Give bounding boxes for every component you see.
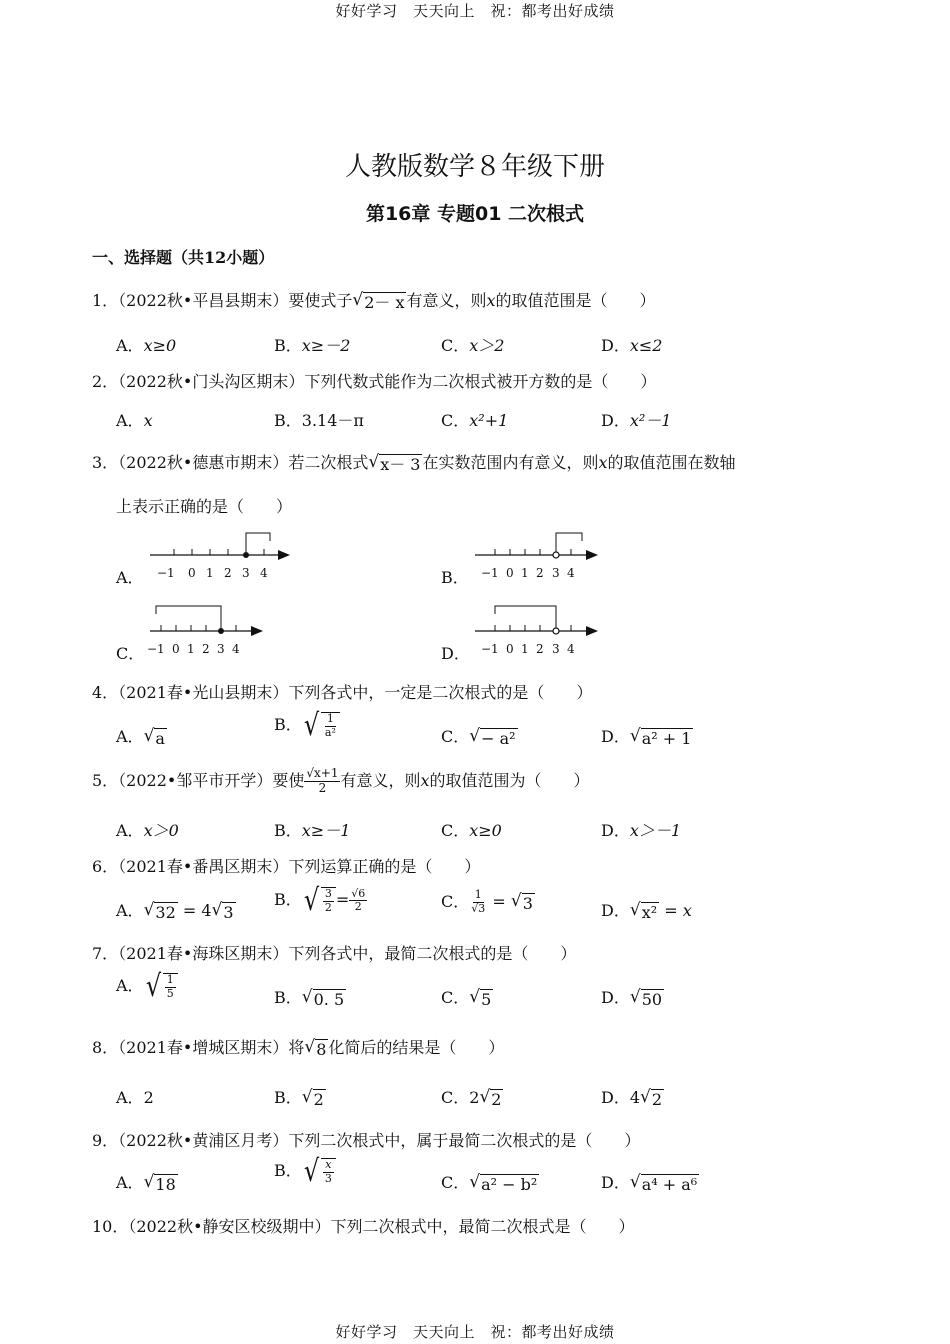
tick-label: 3 (552, 642, 560, 656)
q3-radical: √ x－ 3 (368, 451, 421, 474)
tick-label: 3 (217, 642, 225, 656)
q3-option-b-label[interactable]: B． (441, 568, 469, 587)
q3-stem: 3．（2022秋•德惠市期末）若二次根式 (92, 453, 369, 472)
q8-radical: √ 8 (304, 1036, 327, 1059)
q1-stem: 1．（2022秋•平昌县期末）要使式子 (92, 291, 353, 310)
tick-label: 0 (188, 566, 196, 580)
q8-option-d[interactable]: D．4 √ 2 (601, 1086, 663, 1109)
page-subtitle: 第16章 专题01 二次根式 (365, 203, 585, 225)
tick-label: 3 (552, 566, 560, 580)
q7-option-a[interactable]: A． √ $\frac{1}{5}$ (116, 973, 178, 1000)
question-2: 2．（2022秋•门头沟区期末）下列代数式能作为二次根式被开方数的是（ ） (92, 372, 657, 391)
tick-label: −1 (481, 566, 499, 580)
q3-numberline-c[interactable] (145, 602, 270, 662)
tick-label: 2 (224, 566, 232, 580)
page-footer: 好好学习 天天向上 祝：都考出好成绩 (335, 1323, 615, 1341)
q5-option-b[interactable]: B．x≥－1 (274, 821, 351, 840)
tick-label: −1 (481, 642, 499, 656)
question-3-line2: 上表示正确的是（ ） (116, 497, 293, 516)
q3-option-d-label[interactable]: D． (441, 644, 470, 663)
tick-label: 4 (260, 566, 268, 580)
tick-label: 2 (536, 566, 544, 580)
q8-stem-b: 化简后的结果是（ ） (328, 1038, 505, 1057)
q3-numberline-a[interactable] (145, 527, 300, 587)
q9-option-a[interactable]: A． √ 18 (116, 1171, 176, 1194)
q5-stem: 5．（2022•邹平市开学）要使 (92, 770, 305, 790)
tick-label: 1 (206, 566, 214, 580)
tick-label: −1 (157, 566, 175, 580)
tick-label: 4 (567, 566, 575, 580)
q8-option-a[interactable]: A．2 (116, 1088, 154, 1107)
q7-option-c[interactable]: C． √ 5 (441, 986, 492, 1009)
q5-var: x (420, 770, 430, 790)
q7-option-d[interactable]: D． √ 50 (601, 986, 663, 1009)
q3-stem-b: 在实数范围内有意义，则 (422, 453, 599, 472)
tick-label: 3 (242, 566, 250, 580)
q5-option-d[interactable]: D．x＞－1 (601, 821, 682, 840)
q5-option-c[interactable]: C．x≥0 (441, 821, 502, 840)
tick-label: 0 (506, 642, 514, 656)
q9-option-b[interactable]: B． √ $\frac{x}{3}$ (274, 1158, 336, 1185)
q5-stem-b: 有意义，则 (340, 770, 421, 790)
q1-stem-b: 有意义，则 (406, 291, 487, 310)
page-header: 好好学习 天天向上 祝：都考出好成绩 (335, 2, 615, 20)
question-1 (92, 288, 656, 311)
section-heading: 一、选择题（共12小题） (92, 248, 275, 267)
q2-option-d[interactable]: D．x²－1 (601, 411, 672, 430)
question-7: 7．（2021春•海珠区期末）下列各式中，最简二次根式的是（ ） (92, 944, 577, 963)
q4-option-b[interactable]: B． √ $\frac{1}{\text{a²}}$ (274, 712, 340, 739)
tick-label: 0 (172, 642, 180, 656)
q5-option-a[interactable]: A．x＞0 (116, 821, 179, 840)
tick-label: 1 (521, 642, 529, 656)
q9-option-d[interactable]: D． √ a⁴ + a⁶ (601, 1171, 698, 1194)
q2-option-b[interactable]: B．3.14－π (274, 411, 364, 430)
tick-label: 4 (232, 642, 240, 656)
q5-stem-c: 的取值范围为（ ） (429, 770, 590, 790)
question-9: 9．（2022秋•黄浦区月考）下列二次根式中，属于最简二次根式的是（ ） (92, 1131, 641, 1150)
q3-numberline-b[interactable] (470, 527, 610, 587)
q3-stem-c: 的取值范围在数轴 (607, 453, 736, 472)
q7-option-b[interactable]: B． √ 0. 5 (274, 986, 345, 1009)
question-3 (92, 450, 736, 473)
question-10: 10．（2022秋•静安区校级期中）下列二次根式中，最简二次根式是（ ） (92, 1217, 635, 1236)
q6-option-b[interactable]: B． √ $\frac{3}{2}$ = $\frac{√6}{2}$ (274, 883, 366, 918)
tick-label: 4 (567, 642, 575, 656)
tick-label: 1 (187, 642, 195, 656)
tick-label: 0 (506, 566, 514, 580)
q6-option-a[interactable]: A． √ 32 = 4 √ 3 (116, 899, 234, 922)
question-4: 4．（2021春•光山县期末）下列各式中，一定是二次根式的是（ ） (92, 683, 593, 702)
q1-option-d[interactable]: D．x≤2 (601, 336, 663, 355)
q1-option-c[interactable]: C．x＞2 (441, 336, 505, 355)
q4-option-a[interactable]: A． √ a (116, 725, 165, 748)
q1-var: x (486, 291, 496, 310)
tick-label: −1 (147, 642, 165, 656)
q5-fraction: $\frac{√x+1}{2}$ (306, 766, 339, 795)
q9-option-c[interactable]: C． √ a² − b² (441, 1171, 538, 1194)
q3-option-a-label[interactable]: A． (116, 568, 144, 587)
tick-label: 2 (202, 642, 210, 656)
q2-option-a[interactable]: A．x (116, 411, 153, 430)
page-title: 人教版数学８年级下册 (344, 152, 605, 182)
q3-numberline-d[interactable] (470, 602, 610, 662)
question-8 (92, 1035, 504, 1058)
q1-option-a[interactable]: A．x≥0 (116, 336, 177, 355)
q2-option-c[interactable]: C．x²+1 (441, 411, 509, 430)
q4-option-d[interactable]: D． √ a² + 1 (601, 725, 692, 748)
q1-option-b[interactable]: B．x≥－2 (274, 336, 351, 355)
question-5 (92, 767, 590, 796)
q1-stem-c: 的取值范围是（ ） (495, 291, 656, 310)
q3-option-c-label[interactable]: C． (116, 644, 145, 663)
q3-var: x (598, 453, 608, 472)
q4-option-c[interactable]: C． √ − a² (441, 725, 516, 748)
q6-option-c[interactable]: C． $\frac{1}{√3}$ = √ 3 (441, 888, 533, 915)
tick-label: 1 (521, 566, 529, 580)
q8-option-b[interactable]: B． √ 2 (274, 1086, 324, 1109)
q1-radical: √ 2－ x (352, 289, 405, 312)
tick-label: 2 (536, 642, 544, 656)
question-6: 6．（2021春•番禺区期末）下列运算正确的是（ ） (92, 857, 481, 876)
q8-option-c[interactable]: C．2 √ 2 (441, 1086, 502, 1109)
q6-option-d[interactable]: D． √ x² = x (601, 899, 692, 922)
q8-stem: 8．（2021春•增城区期末）将 (92, 1038, 305, 1057)
